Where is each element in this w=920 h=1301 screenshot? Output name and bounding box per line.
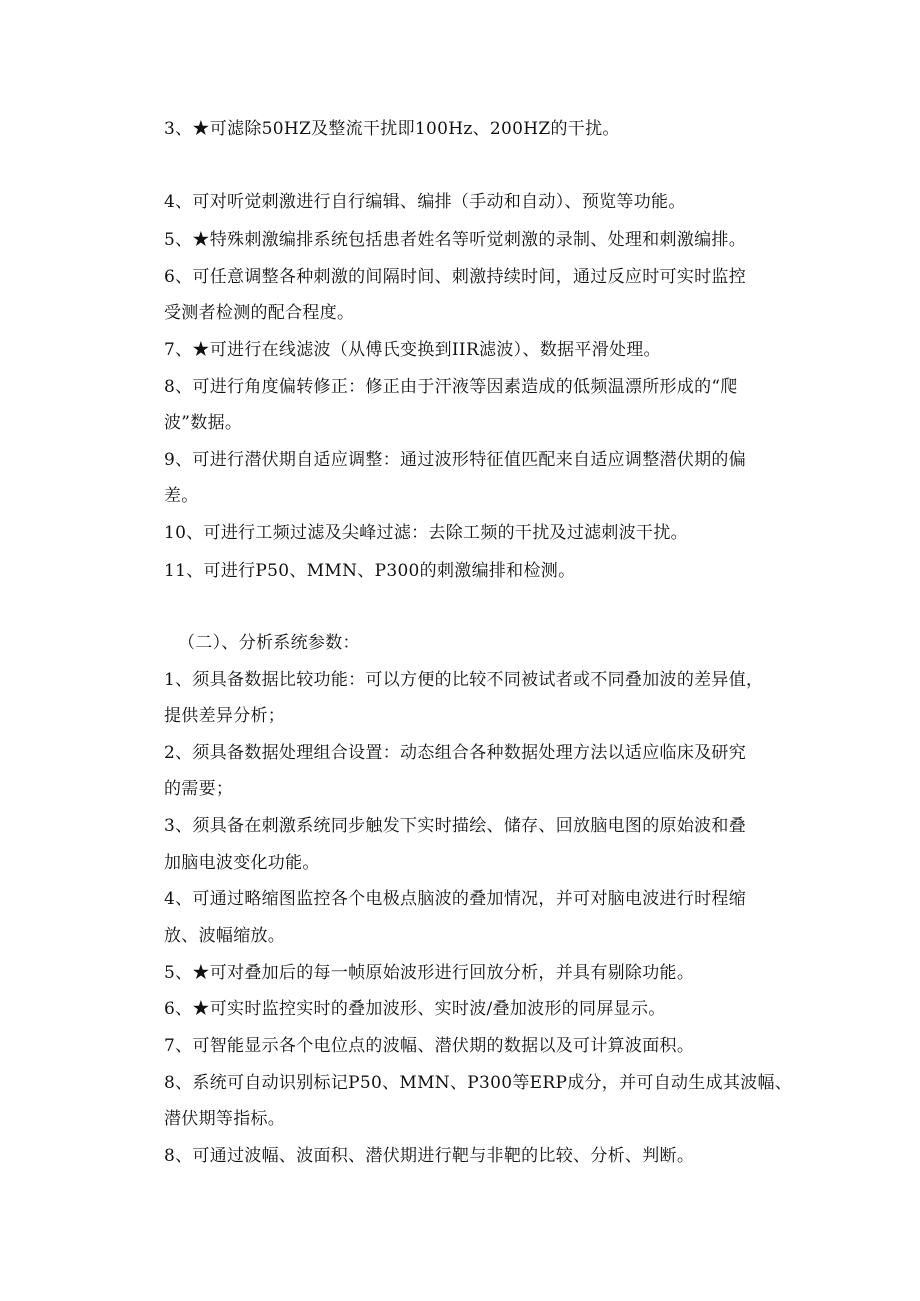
text-line-latency-adapt-cont: 差。 [164, 486, 199, 506]
text-line-interval-adjust: 6、可任意调整各种刺激的间隔时间、刺激持续时间，通过反应时可实时监控 [164, 267, 747, 287]
text-line-frame-playback: 5、★可对叠加后的每一帧原始波形进行回放分析，并具有剔除功能。 [164, 963, 695, 983]
text-line-erp-detect-cont: 潜伏期等指标。 [164, 1109, 286, 1129]
section-heading-analysis: （二）、分析系统参数： [178, 633, 360, 653]
text-line-sync-trigger: 3、须具备在刺激系统同步触发下实时描绘、储存、回放脑电图的原始波和叠 [164, 816, 747, 836]
text-line-thumbnail-monitor-cont: 放、波幅缩放。 [164, 926, 286, 946]
text-line-erp-detect: 8、系统可自动识别标记P50、MMN、P300等ERP成分，并可自动生成其波幅、 [164, 1073, 793, 1093]
text-line-latency-adapt: 9、可进行潜伏期自适应调整：通过波形特征值匹配来自适应调整潜伏期的偏 [164, 450, 747, 470]
text-line-power-filter: 10、可进行工频过滤及尖峰过滤：去除工频的干扰及过滤刺波干扰。 [164, 523, 688, 543]
text-line-data-compare: 1、须具备数据比较功能：可以方便的比较不同被试者或不同叠加波的差异值， [164, 670, 764, 690]
text-line-sync-trigger-cont: 加脑电波变化功能。 [164, 853, 320, 873]
text-line-p50-mmn-p300: 11、可进行P50、MMN、P300的刺激编排和检测。 [164, 561, 576, 581]
text-line-target-compare: 8、可通过波幅、波面积、潜伏期进行靶与非靶的比较、分析、判断。 [164, 1146, 695, 1166]
text-line-data-compare-cont: 提供差异分析； [164, 706, 286, 726]
text-line-online-filter: 7、★可进行在线滤波（从傅氏变换到IIR滤波）、数据平滑处理。 [164, 340, 661, 360]
text-line-realtime-monitor: 6、★可实时监控实时的叠加波形、实时波/叠加波形的同屏显示。 [164, 999, 666, 1019]
text-line-angle-correction: 8、可进行角度偏转修正：修正由于汗液等因素造成的低频温漂所形成的“爬 [164, 377, 738, 397]
text-line-smart-display: 7、可智能显示各个电位点的波幅、潜伏期的数据以及可计算波面积。 [164, 1036, 695, 1056]
text-line-interval-adjust-cont: 受测者检测的配合程度。 [164, 303, 355, 323]
text-line-filter-50hz: 3、★可滤除50HZ及整流干扰即100Hz、200HZ的干扰。 [164, 119, 620, 139]
text-line-special-stimulus: 5、★特殊刺激编排系统包括患者姓名等听觉刺激的录制、处理和刺激编排。 [164, 230, 747, 250]
text-line-angle-correction-cont: 波”数据。 [164, 413, 243, 433]
text-line-data-process-cont: 的需要； [164, 779, 234, 799]
text-line-auditory-edit: 4、可对听觉刺激进行自行编辑、编排（手动和自动）、预览等功能。 [164, 192, 686, 212]
text-line-data-process: 2、须具备数据处理组合设置：动态组合各种数据处理方法以适应临床及研究 [164, 743, 747, 763]
text-line-thumbnail-monitor: 4、可通过略缩图监控各个电极点脑波的叠加情况，并可对脑电波进行时程缩 [164, 889, 747, 909]
